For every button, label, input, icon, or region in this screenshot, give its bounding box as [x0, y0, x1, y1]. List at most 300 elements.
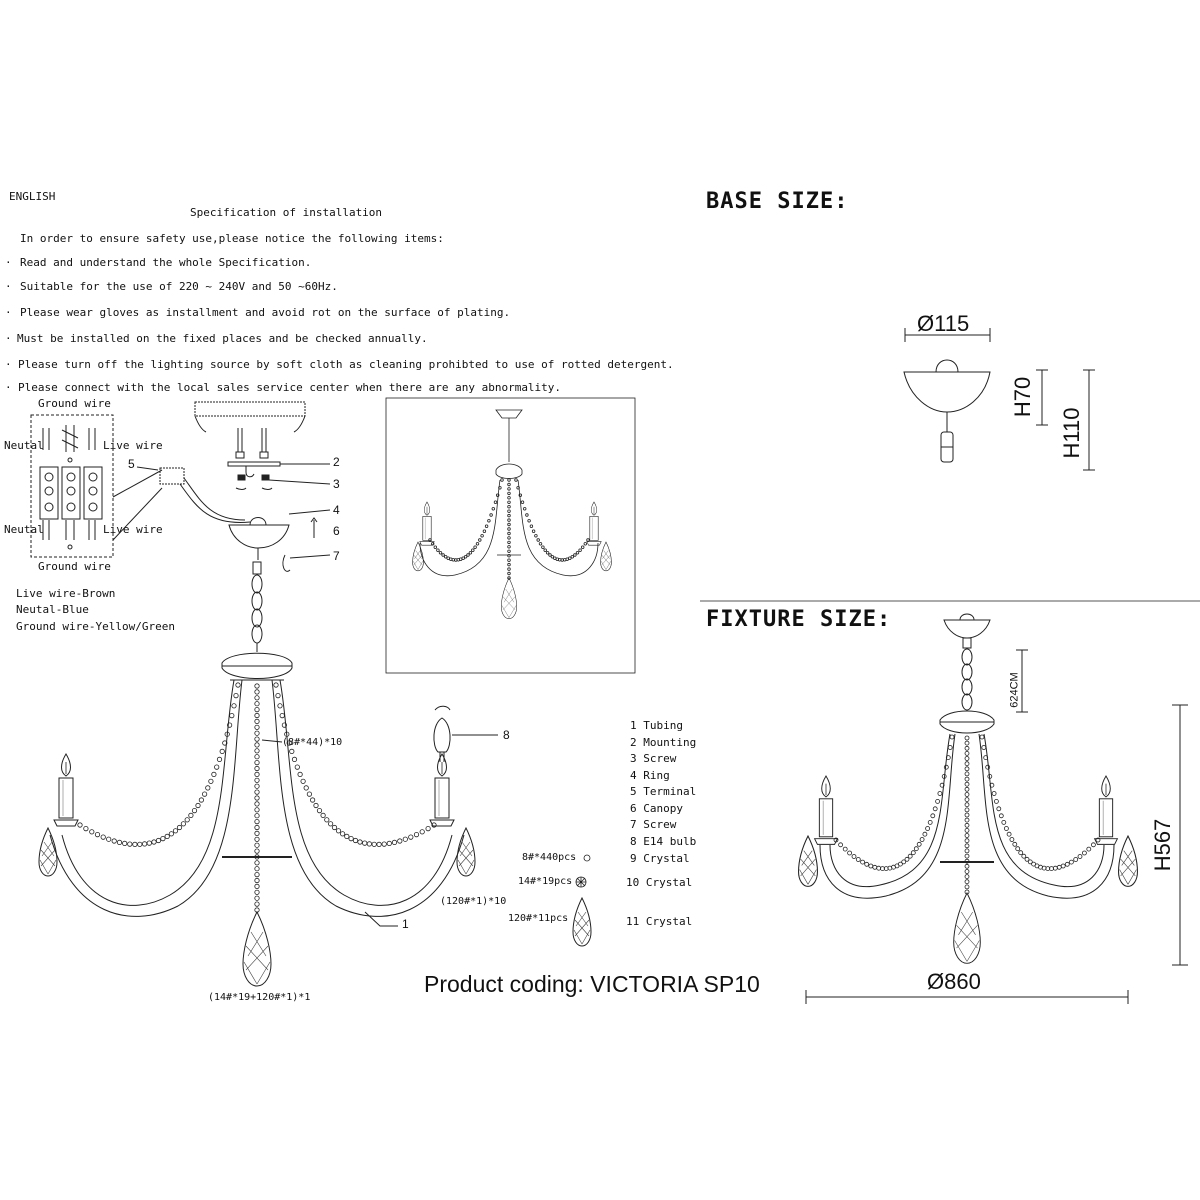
bead — [234, 693, 238, 697]
bead — [999, 814, 1003, 818]
bead — [965, 782, 969, 786]
bullet: · — [5, 332, 12, 345]
bead — [189, 813, 193, 817]
bead — [920, 838, 924, 842]
bead — [177, 825, 181, 829]
bead — [965, 885, 969, 889]
bead — [508, 568, 511, 571]
bead — [181, 822, 185, 826]
bead — [392, 840, 396, 844]
bead — [917, 842, 921, 846]
bead — [1002, 820, 1006, 824]
wire-color-legend: Neutal-Blue — [16, 603, 89, 616]
bead — [965, 864, 969, 868]
ceiling-assembly — [180, 402, 330, 571]
bead — [196, 803, 200, 807]
bead — [280, 713, 284, 717]
bead — [314, 803, 318, 807]
neutal-label-bottom: Neutal — [4, 523, 44, 536]
bead — [965, 839, 969, 843]
bead — [301, 779, 305, 783]
bead — [965, 875, 969, 879]
base-diameter-label: Ø115 — [917, 311, 970, 336]
bead — [431, 543, 434, 546]
bead — [508, 559, 511, 562]
bead — [532, 530, 535, 533]
bead — [508, 541, 511, 544]
bead — [965, 777, 969, 781]
bead — [336, 829, 340, 833]
bead — [965, 787, 969, 791]
bead — [1019, 851, 1023, 855]
bead — [298, 772, 302, 776]
bead — [499, 487, 502, 490]
bead — [202, 792, 206, 796]
bead — [255, 684, 259, 688]
bead — [367, 842, 371, 846]
bead — [147, 841, 151, 845]
bead — [414, 832, 418, 836]
bead — [508, 492, 511, 495]
bead — [496, 494, 499, 497]
bead — [474, 546, 477, 549]
bead — [255, 772, 259, 776]
crystal-10-count: 14#*19pcs — [518, 876, 573, 887]
bead — [986, 765, 990, 769]
bead — [173, 829, 177, 833]
bead — [994, 799, 998, 803]
product-coding: Product coding: VICTORIA SP10 — [424, 971, 760, 997]
bead — [472, 549, 475, 552]
base-h70-label: H70 — [1010, 376, 1035, 418]
bead — [965, 767, 969, 771]
bead — [965, 772, 969, 776]
wire-color-legend: Live wire-Brown — [16, 587, 116, 600]
instruction-item: Must be installed on the fixed places and be checked annually. — [17, 332, 428, 345]
bead — [345, 834, 349, 838]
bead — [255, 784, 259, 788]
live-wire-label-top: Live wire — [103, 439, 163, 452]
bead — [965, 818, 969, 822]
bead — [112, 839, 116, 843]
bead — [444, 556, 447, 559]
bead — [165, 834, 169, 838]
bead — [965, 808, 969, 812]
main-chandelier — [39, 562, 498, 986]
spec-title: Specification of installation — [190, 206, 383, 219]
bead — [965, 762, 969, 766]
bead — [209, 779, 213, 783]
bead — [255, 861, 259, 865]
bead — [982, 746, 986, 750]
bead — [310, 798, 314, 802]
bead — [873, 865, 877, 869]
bead — [255, 849, 259, 853]
crystal-icons — [573, 855, 591, 946]
bead — [852, 855, 856, 859]
bead — [1061, 864, 1065, 868]
wire-color-legend: Ground wire-Yellow/Green — [16, 620, 175, 633]
bead — [255, 896, 259, 900]
chain-crystal-label: (8#*44)*10 — [282, 737, 343, 748]
bead — [519, 494, 522, 497]
bead — [1007, 832, 1011, 836]
bead — [192, 808, 196, 812]
bead — [206, 786, 210, 790]
bead — [549, 554, 552, 557]
bead — [576, 552, 579, 555]
bead — [508, 528, 511, 531]
part-item: 7 Screw — [630, 818, 677, 831]
bead — [142, 842, 146, 846]
bead — [377, 842, 381, 846]
bead — [353, 838, 357, 842]
bead — [123, 841, 127, 845]
bead — [535, 535, 538, 538]
bead — [861, 860, 865, 864]
bead — [255, 702, 259, 706]
bead — [220, 749, 224, 753]
bead — [255, 878, 259, 882]
bullet: · — [5, 306, 12, 319]
instruction-item: Please turn off the lighting source by soft cloth as cleaning prohibted to use of rotted detergent. — [18, 358, 674, 371]
bead — [1016, 847, 1020, 851]
bead — [255, 890, 259, 894]
bead — [255, 867, 259, 871]
part-item: 4 Ring — [630, 769, 670, 782]
bead — [255, 825, 259, 829]
bead — [965, 823, 969, 827]
bead — [95, 832, 99, 836]
bead — [467, 554, 470, 557]
bead — [965, 798, 969, 802]
bead — [304, 786, 308, 790]
part-item: 5 Terminal — [630, 785, 697, 798]
bead — [278, 704, 282, 708]
bead — [434, 546, 437, 549]
base-size-drawing — [904, 328, 1095, 470]
bead — [317, 808, 321, 812]
bead — [508, 546, 511, 549]
bead — [292, 757, 296, 761]
fixture-size-heading: FIXTURE SIZE: — [706, 607, 892, 632]
bead — [439, 552, 442, 555]
bead — [255, 778, 259, 782]
bead — [236, 683, 240, 687]
bead — [274, 683, 278, 687]
bead — [476, 543, 479, 546]
bead — [508, 479, 511, 482]
bead — [581, 546, 584, 549]
callout-6: 6 — [333, 524, 340, 538]
bead — [255, 843, 259, 847]
bead — [307, 792, 311, 796]
bead — [1057, 865, 1061, 869]
bead — [537, 539, 540, 542]
pendant-big-label: (14#*19+120#*1)*1 — [208, 992, 311, 1003]
bead — [255, 790, 259, 794]
fixture-diameter-label: Ø860 — [927, 969, 981, 994]
bead — [508, 532, 511, 535]
bead — [839, 843, 843, 847]
bead — [232, 704, 236, 708]
bead — [508, 523, 511, 526]
bead — [508, 563, 511, 566]
intro-text: In order to ensure safety use,please notice the following items: — [20, 232, 444, 245]
part-item: 1 Tubing — [630, 719, 683, 732]
bead — [255, 725, 259, 729]
bead — [90, 830, 94, 834]
bead — [928, 820, 932, 824]
bead — [255, 713, 259, 717]
bead — [574, 554, 577, 557]
bead — [128, 842, 132, 846]
bead — [965, 849, 969, 853]
bead — [508, 501, 511, 504]
bead — [403, 837, 407, 841]
part-item: 3 Screw — [630, 752, 677, 765]
bead — [869, 864, 873, 868]
bead — [255, 690, 259, 694]
base-size-heading: BASE SIZE: — [706, 189, 849, 214]
bead — [276, 693, 280, 697]
bead — [199, 798, 203, 802]
bead — [546, 552, 549, 555]
bead — [950, 735, 954, 739]
bead — [255, 755, 259, 759]
bead — [965, 736, 969, 740]
bead — [325, 818, 329, 822]
callout-1: 1 — [402, 917, 409, 931]
bead — [255, 837, 259, 841]
bead — [523, 508, 526, 511]
bead — [255, 731, 259, 735]
crystal-9-count: 8#*440pcs — [522, 852, 577, 863]
bead — [295, 765, 299, 769]
bead — [481, 535, 484, 538]
bead — [255, 814, 259, 818]
bead — [508, 572, 511, 575]
bead — [255, 872, 259, 876]
bead — [965, 746, 969, 750]
bead — [914, 847, 918, 851]
part-item: 10 Crystal — [626, 876, 693, 889]
chain-length-label: 624CM — [1008, 672, 1021, 708]
instruction-item: Suitable for the use of 220 ~ 240V and 50 ~60Hz. — [20, 280, 338, 293]
bead — [539, 543, 542, 546]
bead — [255, 796, 259, 800]
base-h110-label: H110 — [1059, 407, 1084, 459]
bead — [965, 834, 969, 838]
bead — [501, 479, 504, 482]
bead — [255, 743, 259, 747]
bead — [138, 842, 142, 846]
bead — [965, 844, 969, 848]
callout-5: 5 — [128, 457, 135, 471]
bead — [255, 766, 259, 770]
bead — [358, 840, 362, 844]
bead — [997, 807, 1001, 811]
bead — [255, 696, 259, 700]
bead — [255, 760, 259, 764]
bead — [363, 841, 367, 845]
bead — [255, 749, 259, 753]
bead — [420, 830, 424, 834]
bead — [469, 552, 472, 555]
bead-strands-reference — [429, 479, 590, 580]
bead — [1074, 858, 1078, 862]
bead — [544, 549, 547, 552]
crystal-11-count: 120#*11pcs — [508, 913, 569, 924]
bead — [1065, 862, 1069, 866]
bead — [217, 757, 221, 761]
bead — [255, 719, 259, 723]
bead — [185, 818, 189, 822]
bead — [508, 519, 511, 522]
bead — [584, 543, 587, 546]
bead — [944, 765, 948, 769]
bead — [387, 841, 391, 845]
pendant-small-label: (120#*1)*10 — [440, 896, 507, 907]
bead — [1022, 854, 1026, 858]
bead — [485, 525, 488, 528]
bead — [215, 765, 219, 769]
bead — [938, 792, 942, 796]
bead — [948, 746, 952, 750]
bead — [933, 807, 937, 811]
bead — [965, 803, 969, 807]
bead — [490, 514, 493, 517]
bead — [936, 799, 940, 803]
bead-strands — [78, 683, 436, 912]
bead — [848, 851, 852, 855]
bead — [107, 837, 111, 841]
ground-wire-label-bottom: Ground wire — [38, 560, 111, 573]
bead — [508, 550, 511, 553]
part-item: 2 Mounting — [630, 736, 697, 749]
bead-strands-fixture — [834, 735, 1100, 894]
bead — [587, 539, 590, 542]
bead — [230, 713, 234, 717]
callout-8: 8 — [503, 728, 510, 742]
bead — [508, 554, 511, 557]
bead — [530, 525, 533, 528]
bead — [169, 832, 173, 836]
bead — [101, 835, 105, 839]
bead — [515, 479, 518, 482]
bead — [161, 836, 165, 840]
bead — [843, 847, 847, 851]
bead — [382, 842, 386, 846]
bead — [965, 854, 969, 858]
ground-wire-label-top: Ground wire — [38, 397, 111, 410]
bead — [571, 556, 574, 559]
bead — [542, 546, 545, 549]
part-item: 9 Crystal — [630, 852, 690, 865]
bead — [409, 835, 413, 839]
bead — [84, 826, 88, 830]
bead — [517, 487, 520, 490]
bead — [1010, 838, 1014, 842]
bead — [856, 858, 860, 862]
bead — [156, 838, 160, 842]
bead — [965, 880, 969, 884]
bead — [255, 808, 259, 812]
bead — [965, 741, 969, 745]
bead — [1082, 851, 1086, 855]
bead — [865, 862, 869, 866]
bead — [992, 792, 996, 796]
instruction-item: Please wear gloves as installment and avoid rot on the surface of plating. — [20, 306, 511, 319]
bead — [908, 854, 912, 858]
bead — [398, 839, 402, 843]
bullet: · — [5, 381, 12, 394]
bead — [508, 497, 511, 500]
bead — [255, 819, 259, 823]
bead — [328, 822, 332, 826]
bead — [877, 866, 881, 870]
instruction-item: Please connect with the local sales service center when there are any abnormality. — [18, 381, 562, 394]
bead — [152, 840, 156, 844]
callout-3: 3 — [333, 477, 340, 491]
reference-chandelier — [386, 398, 635, 673]
part-item: 6 Canopy — [630, 802, 683, 815]
bead — [931, 814, 935, 818]
bead — [965, 793, 969, 797]
bead — [508, 488, 511, 491]
bead — [1013, 842, 1017, 846]
bead — [980, 735, 984, 739]
bead — [528, 520, 531, 523]
part-item: 11 Crystal — [626, 915, 693, 928]
bead — [340, 832, 344, 836]
bead — [212, 772, 216, 776]
bead — [349, 836, 353, 840]
bead — [255, 884, 259, 888]
callout-7: 7 — [333, 549, 340, 563]
bead — [579, 549, 582, 552]
bead — [426, 826, 430, 830]
bead — [117, 840, 121, 844]
fixture-height-label: H567 — [1150, 818, 1175, 872]
bead — [479, 539, 482, 542]
bead — [429, 539, 432, 542]
bead — [255, 802, 259, 806]
bead — [492, 508, 495, 511]
bead — [1004, 827, 1008, 831]
callout-4: 4 — [333, 503, 340, 517]
bead — [965, 813, 969, 817]
bead — [508, 483, 511, 486]
bead — [1069, 860, 1073, 864]
bullet: · — [5, 358, 12, 371]
bead — [965, 751, 969, 755]
bead — [494, 501, 497, 504]
bead — [965, 870, 969, 874]
bead — [521, 501, 524, 504]
bead — [488, 520, 491, 523]
bead — [255, 707, 259, 711]
bead — [508, 505, 511, 508]
instruction-item: Read and understand the whole Specification. — [20, 256, 312, 269]
bead — [78, 823, 82, 827]
fixture-size-drawing — [799, 614, 1188, 1004]
bullet: · — [5, 280, 12, 293]
bead — [1053, 866, 1057, 870]
bullet: · — [5, 256, 12, 269]
bead — [911, 851, 915, 855]
bead — [255, 737, 259, 741]
